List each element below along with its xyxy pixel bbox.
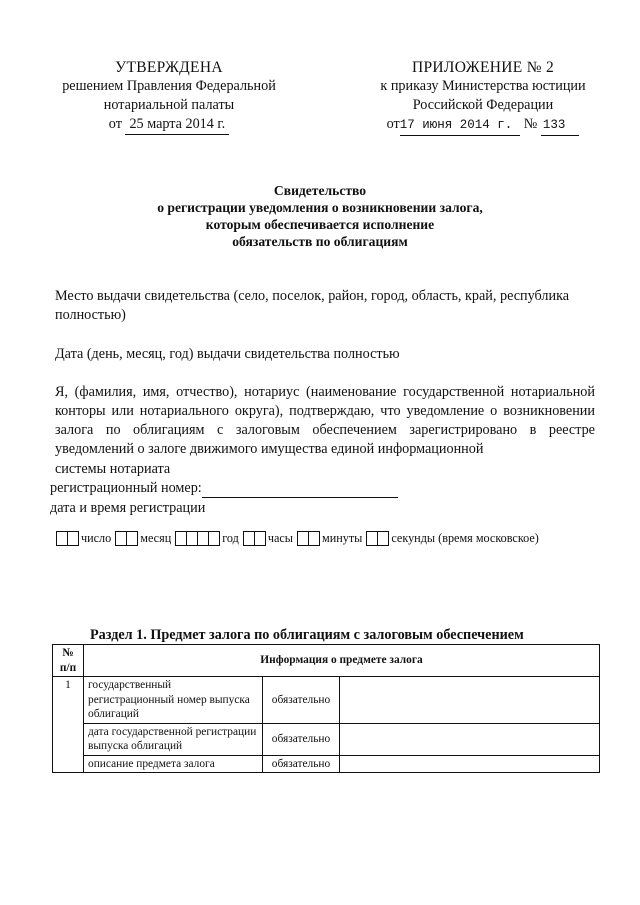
minutes-label: минуты: [322, 531, 363, 545]
reg-datetime-label: дата и время регистрации: [50, 500, 206, 516]
minutes-boxes[interactable]: [297, 531, 319, 546]
date-of-issue: Дата (день, месяц, год) выдачи свидетельства полностью: [55, 346, 400, 362]
appendix-line-2: Российской Федерации: [412, 97, 554, 113]
collateral-table: [52, 644, 600, 773]
document-title: [80, 182, 560, 250]
place-line-1: Место выдачи свидетельства (село, поселок, район, город, область, край, республика: [55, 288, 570, 304]
appendix-title: ПРИЛОЖЕНИЕ № 2: [411, 59, 555, 76]
appendix-number-label: №: [523, 116, 538, 132]
approval-title: УТВЕРЖДЕНА: [115, 59, 223, 76]
month-boxes[interactable]: [115, 531, 137, 546]
reg-number-row: [50, 479, 590, 498]
row-required: обязательно: [263, 755, 340, 773]
reg-number-field[interactable]: [202, 483, 398, 498]
title-line-4: обязательств по облигациям: [232, 234, 408, 249]
year-label: год: [222, 531, 239, 545]
table-row: [53, 677, 600, 724]
row-required: обязательно: [263, 677, 340, 724]
seconds-boxes[interactable]: [366, 531, 388, 546]
section-1-title: Раздел 1. Предмет залога по облигациям с залоговым обеспечением: [90, 627, 524, 643]
row-required: обязательно: [263, 723, 340, 755]
day-label: число: [81, 531, 112, 545]
year-boxes[interactable]: [175, 531, 219, 546]
hours-label: часы: [267, 531, 293, 545]
title-line-3: которым обеспечивается исполнение: [205, 217, 435, 232]
table-row: [53, 723, 600, 755]
seconds-label: секунды (время московское): [391, 531, 539, 545]
datetime-boxes: [56, 531, 596, 546]
table-header-row: [53, 645, 600, 677]
title-line-2: о регистрации уведомления о возникновении залога,: [157, 200, 483, 215]
col-num-header: № п/п: [53, 645, 84, 677]
row-number: 1: [53, 677, 84, 773]
month-label: месяц: [140, 531, 172, 545]
table-row: [53, 755, 600, 773]
row-value-field[interactable]: [340, 755, 600, 773]
approval-block: [50, 58, 288, 135]
day-boxes[interactable]: [56, 531, 78, 546]
place-line-2: полностью): [55, 307, 126, 323]
appendix-date: [352, 115, 614, 136]
approval-line-2: нотариальной палаты: [103, 97, 235, 113]
row-name: государственный регистрационный номер выпуска облигаций: [84, 677, 263, 724]
row-value-field[interactable]: [340, 677, 600, 724]
row-name: описание предмета залога: [84, 755, 263, 773]
appendix-date-value: 17 июня 2014 г.: [400, 116, 521, 136]
approval-line-1: решением Правления Федеральной: [62, 78, 276, 94]
row-value-field[interactable]: [340, 723, 600, 755]
row-name: дата государственной регистрации выпуска облигаций: [84, 723, 263, 755]
notary-paragraph-last: системы нотариата: [55, 461, 171, 477]
appendix-line-1: к приказу Министерства юстиции: [380, 78, 586, 94]
hours-boxes[interactable]: [243, 531, 265, 546]
approval-date-value: 25 марта 2014 г.: [125, 115, 229, 135]
title-line-1: Свидетельство: [273, 183, 367, 198]
place-of-issue: [55, 287, 595, 325]
appendix-block: [352, 58, 614, 136]
appendix-date-prefix: от: [386, 116, 400, 132]
approval-date-prefix: от: [108, 116, 122, 132]
appendix-number-value: 133: [541, 116, 580, 136]
notary-paragraph: Я, (фамилия, имя, отчество), нотариус (наименование государственной нотариальной конторы или нотариального округа), подтверждаю, что уведомление о возникновении залога по облигациям с залоговым обеспечением зарегистрировано в реестре уведомлений о залоге движимого имущества единой информационной: [55, 384, 595, 457]
col-info-header: Информация о предмете залога: [84, 645, 600, 677]
reg-number-label: регистрационный номер:: [50, 480, 202, 496]
approval-date: [50, 115, 288, 135]
